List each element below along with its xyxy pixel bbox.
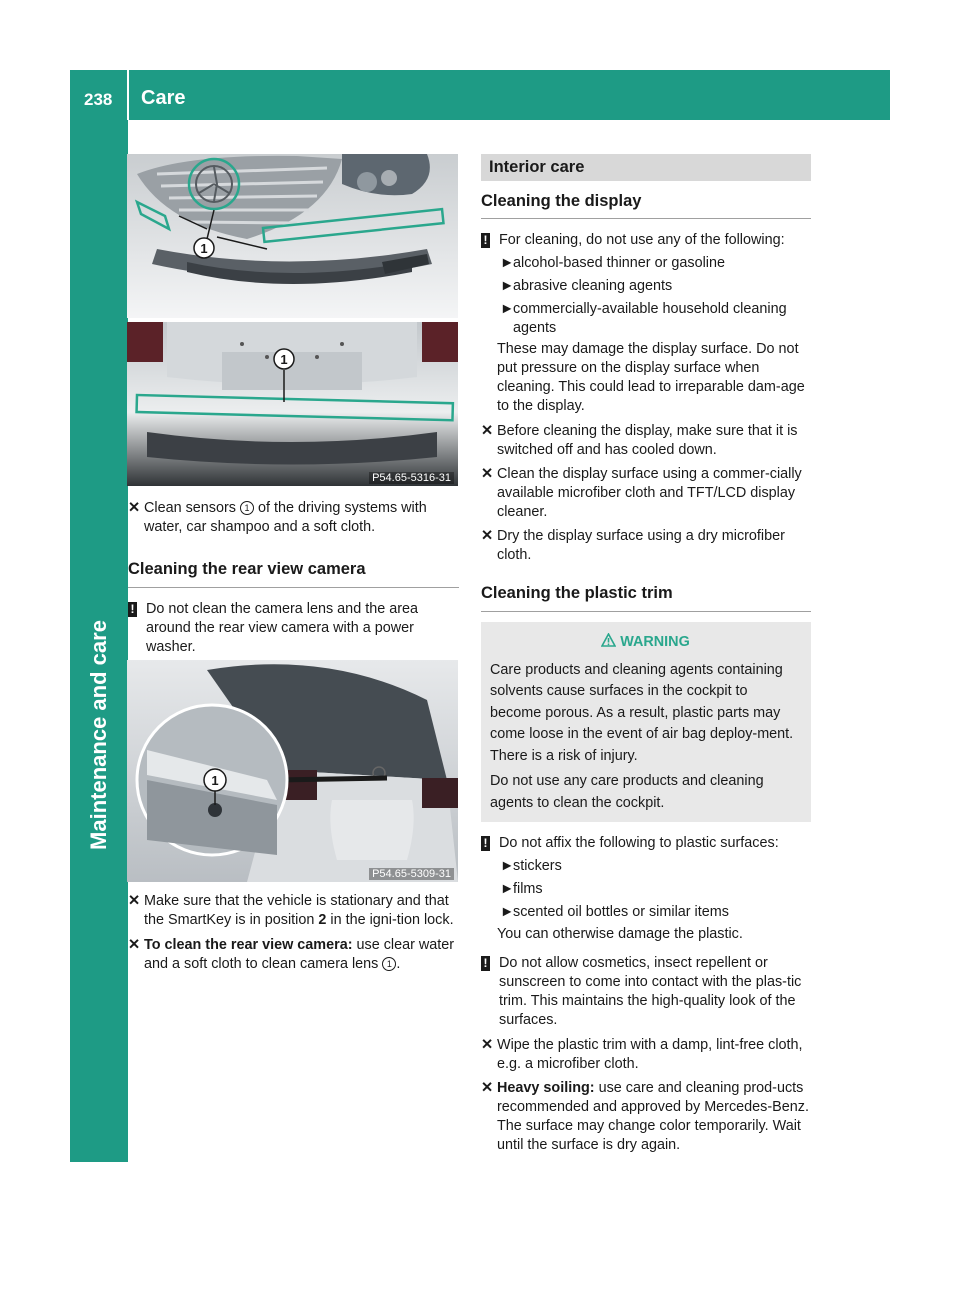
front-bumper-figure <box>127 154 458 318</box>
step-text: . <box>396 956 401 972</box>
interior-care-band: Interior care <box>481 154 811 181</box>
rear-camera-figure-code: P54.65-5309-31 <box>369 868 454 880</box>
step-clean-sensors <box>128 499 459 537</box>
heading-rear-view-camera: Cleaning the rear view camera <box>128 560 366 578</box>
warning-header <box>490 632 801 654</box>
warning-text: Care products and cleaning agents containing solvents cause surfaces in the cockpit to become porous. As a result, plastic parts may come loose in the event of air bag deploy-ment. There is a risk of injury. <box>490 661 794 764</box>
display-consequence: These may damage the display surface. Do not put pressure on the display surface when cleaning. This could lead to irreparable dam-age to the display. <box>497 341 805 414</box>
bullet-text: alcohol-based thinner or gasoline <box>513 255 726 271</box>
rear-camera-figure <box>127 660 458 882</box>
step-display <box>481 422 811 460</box>
callout-ref-icon: 1 <box>240 501 254 515</box>
bullet-text: scented oil bottles or similar items <box>513 904 729 920</box>
front-bumper-illustration <box>127 154 458 318</box>
step-bold-text: To clean the rear view camera: <box>144 937 353 953</box>
callout-ref-icon: 1 <box>382 957 396 971</box>
step-bold-text: Heavy soiling: <box>497 1080 595 1096</box>
warning-triangle-icon <box>601 633 616 647</box>
step-vehicle-stationary <box>128 892 459 930</box>
note-text: Do not allow cosmetics, insect repellent or sunscreen to come into contact with the plas-tic trim. This maintains the high-quality look of the surfaces. <box>499 955 802 1028</box>
warning-text: Do not use any care products and cleaning agents to clean the cockpit. <box>490 773 764 811</box>
bullet-marker-icon: ► <box>500 858 515 874</box>
step-text: Before cleaning the display, make sure that it is switched off and has cooled down. <box>497 423 798 458</box>
caution-icon: ! <box>481 836 490 851</box>
step-marker-icon: ✕ <box>481 423 494 439</box>
note-text: Do not clean the camera lens and the area around the rear view camera with a power washer. <box>146 601 418 655</box>
step-marker-icon: ✕ <box>481 466 494 482</box>
step-text: use care and cleaning prod-ucts recommended and approved by Mercedes-Benz. <box>497 1080 809 1115</box>
plastic-consequence: You can otherwise damage the plastic. <box>497 926 743 942</box>
caution-icon: ! <box>481 233 490 248</box>
step-marker-icon: ✕ <box>481 1080 494 1096</box>
bullet-item <box>497 857 811 876</box>
warning-title: WARNING <box>620 634 690 650</box>
heading-rule <box>481 611 811 612</box>
step-marker-icon: ✕ <box>128 937 141 953</box>
warning-box <box>481 622 811 822</box>
note-plastic <box>481 834 811 853</box>
bullet-text: films <box>513 881 543 897</box>
heading-cleaning-display: Cleaning the display <box>481 192 642 210</box>
section-title: Care <box>141 87 186 109</box>
step-display <box>481 465 811 522</box>
bullet-item <box>497 277 811 296</box>
step-marker-icon: ✕ <box>481 528 494 544</box>
heading-rule <box>481 218 811 219</box>
bullet-marker-icon: ► <box>500 881 515 897</box>
left-column-lower <box>128 892 459 974</box>
step-text: use clear water and a soft cloth to clean camera lens <box>144 937 455 972</box>
bullet-marker-icon: ► <box>500 904 515 920</box>
step-display <box>481 527 811 565</box>
chapter-side-tab-label: Maintenance and care <box>86 620 111 850</box>
note-display <box>481 231 811 250</box>
step-text: Dry the display surface using a dry microfiber cloth. <box>497 528 785 563</box>
bullet-item <box>497 903 811 922</box>
step-text: Clean sensors <box>144 500 240 516</box>
rear-camera-illustration <box>127 660 458 882</box>
bullet-marker-icon: ► <box>500 278 515 294</box>
front-callout-label: 1 <box>200 241 208 256</box>
bullet-text: abrasive cleaning agents <box>513 278 673 294</box>
bullet-marker-icon: ► <box>500 301 515 317</box>
bullet-marker-icon: ► <box>500 255 515 271</box>
right-column <box>481 154 811 1155</box>
bullet-item <box>497 254 811 273</box>
header-divider <box>127 70 129 120</box>
note-text: For cleaning, do not use any of the following: <box>499 232 785 248</box>
step-heavy-soiling <box>481 1079 811 1155</box>
step-text: in the igni-tion lock. <box>326 912 454 928</box>
bullet-item <box>497 300 811 338</box>
step-bold-text: 2 <box>318 912 327 928</box>
rear-bumper-illustration <box>127 322 458 486</box>
caution-icon: ! <box>481 956 490 971</box>
note-power-washer <box>128 600 459 657</box>
bullet-item <box>497 880 811 899</box>
step-clean-camera <box>128 936 459 974</box>
note-text: Do not affix the following to plastic surfaces: <box>499 835 779 851</box>
rear-callout-label: 1 <box>280 352 288 367</box>
step-text: of the driving systems with water, car shampoo and a soft cloth. <box>144 500 427 535</box>
note-cosmetics <box>481 954 811 1030</box>
bullet-text: commercially-available household cleaning agents <box>513 301 787 336</box>
heading-plastic-trim: Cleaning the plastic trim <box>481 584 673 602</box>
caution-icon: ! <box>128 602 137 617</box>
step-text: The surface may change color temporarily. Wait until the surface is dry again. <box>497 1118 801 1153</box>
step-marker-icon: ✕ <box>128 500 141 516</box>
page-header-bar <box>70 70 890 120</box>
step-text: Make sure that the vehicle is stationary and that the SmartKey is in position <box>144 893 449 928</box>
heading-rule <box>128 587 459 588</box>
page-number: 238 <box>84 90 113 109</box>
step-marker-icon: ✕ <box>128 893 141 909</box>
left-column <box>128 499 459 657</box>
rear-bumper-figure-code: P54.65-5316-31 <box>369 472 454 484</box>
bullet-text: stickers <box>513 858 562 874</box>
rear-bumper-figure <box>127 322 458 486</box>
step-text: Wipe the plastic trim with a damp, lint-free cloth, e.g. a microfiber cloth. <box>497 1037 803 1072</box>
camera-callout-label: 1 <box>211 773 219 788</box>
step-marker-icon: ✕ <box>481 1037 494 1053</box>
step-text: Clean the display surface using a commer-cially available microfiber cloth and TFT/LCD display cleaner. <box>497 466 802 520</box>
step-wipe-trim <box>481 1036 811 1074</box>
